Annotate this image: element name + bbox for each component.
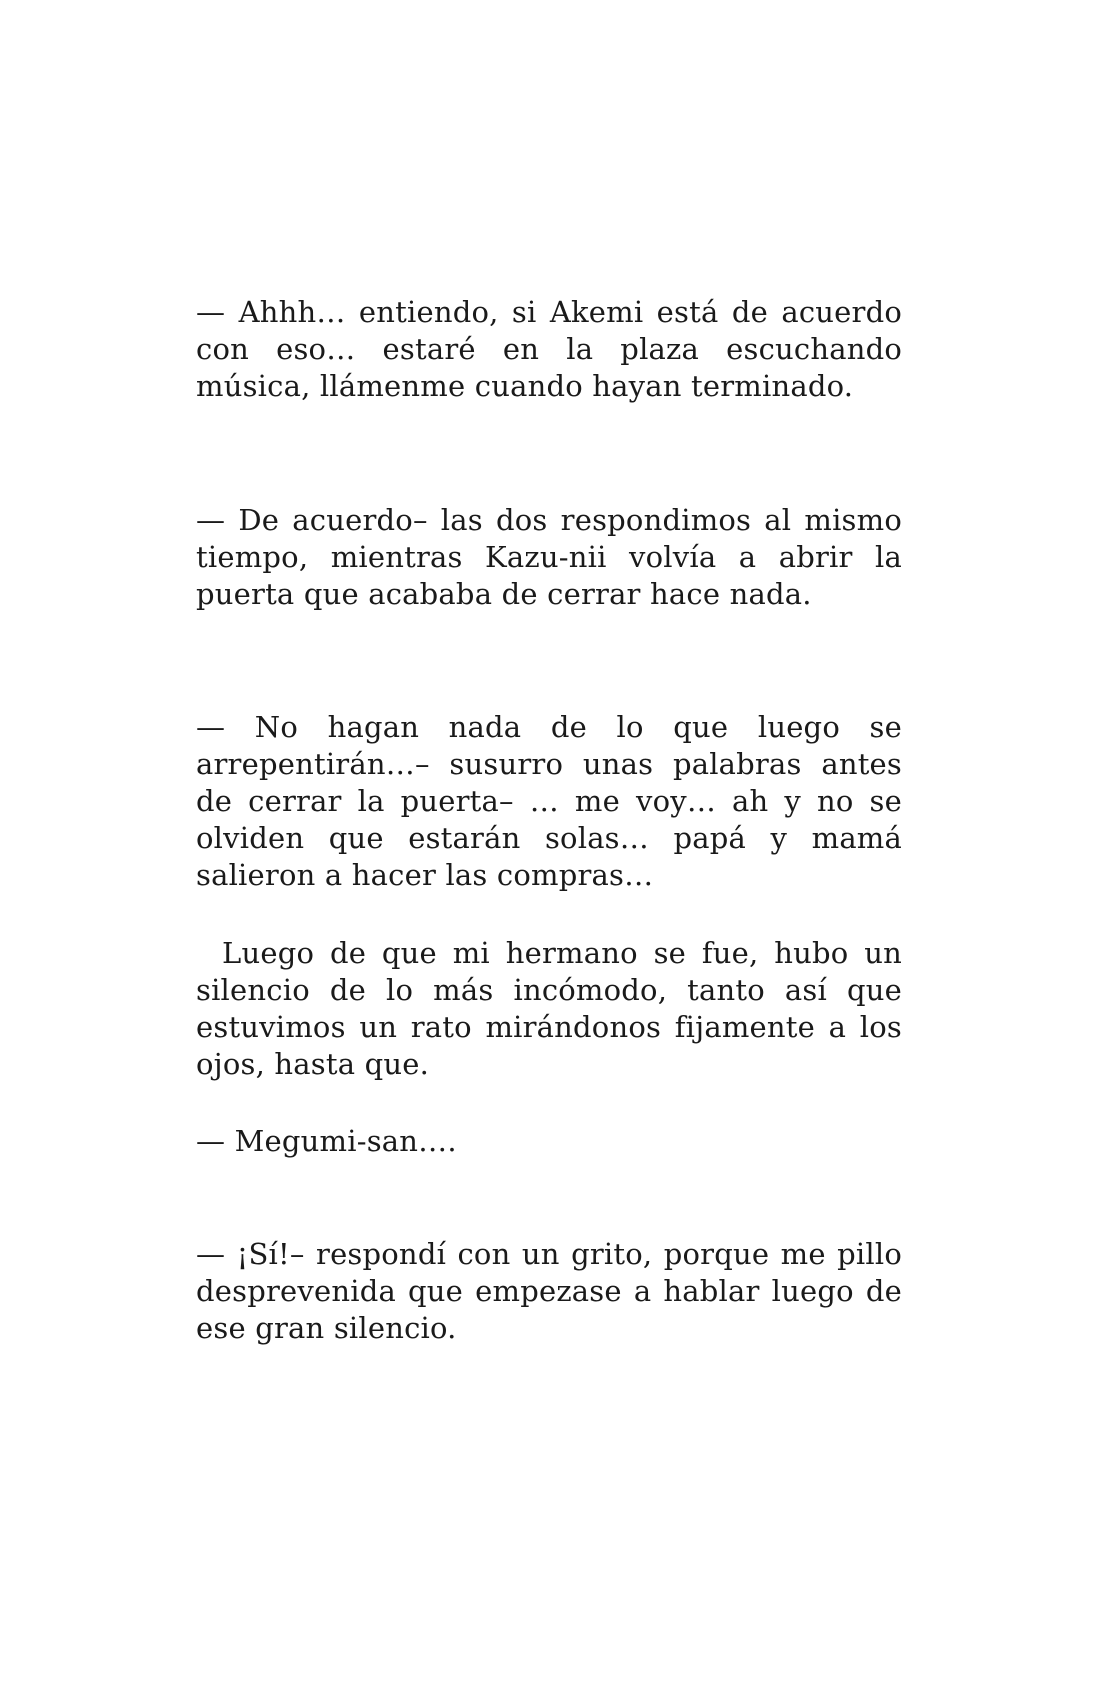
paragraph-dialogue-5: — ¡Sí!– respondí con un grito, porque me pillo desprevenida que empezase a hablar luego de ese gran silencio. — [196, 1237, 902, 1345]
paragraph-dialogue-3: — No hagan nada de lo que luego se arrepentirán…– susurro unas palabras antes de cerrar la puerta– … me voy… ah y no se olviden que estarán solas… papá y mamá salieron a hacer las compras… — [196, 710, 902, 892]
paragraph-narration: Luego de que mi hermano se fue, hubo un silencio de lo más incómodo, tanto así que estuvimos un rato mirándonos fijamente a los ojos, hasta que. — [196, 936, 902, 1081]
paragraph-dialogue-1: — Ahhh… entiendo, si Akemi está de acuerdo con eso… estaré en la plaza escuchando música, llámenme cuando hayan terminado. — [196, 295, 902, 403]
paragraph-dialogue-4: — Megumi-san…. — [196, 1124, 457, 1158]
paragraph-dialogue-2: — De acuerdo– las dos respondimos al mismo tiempo, mientras Kazu-nii volvía a abrir la puerta que acababa de cerrar hace nada. — [196, 503, 902, 611]
